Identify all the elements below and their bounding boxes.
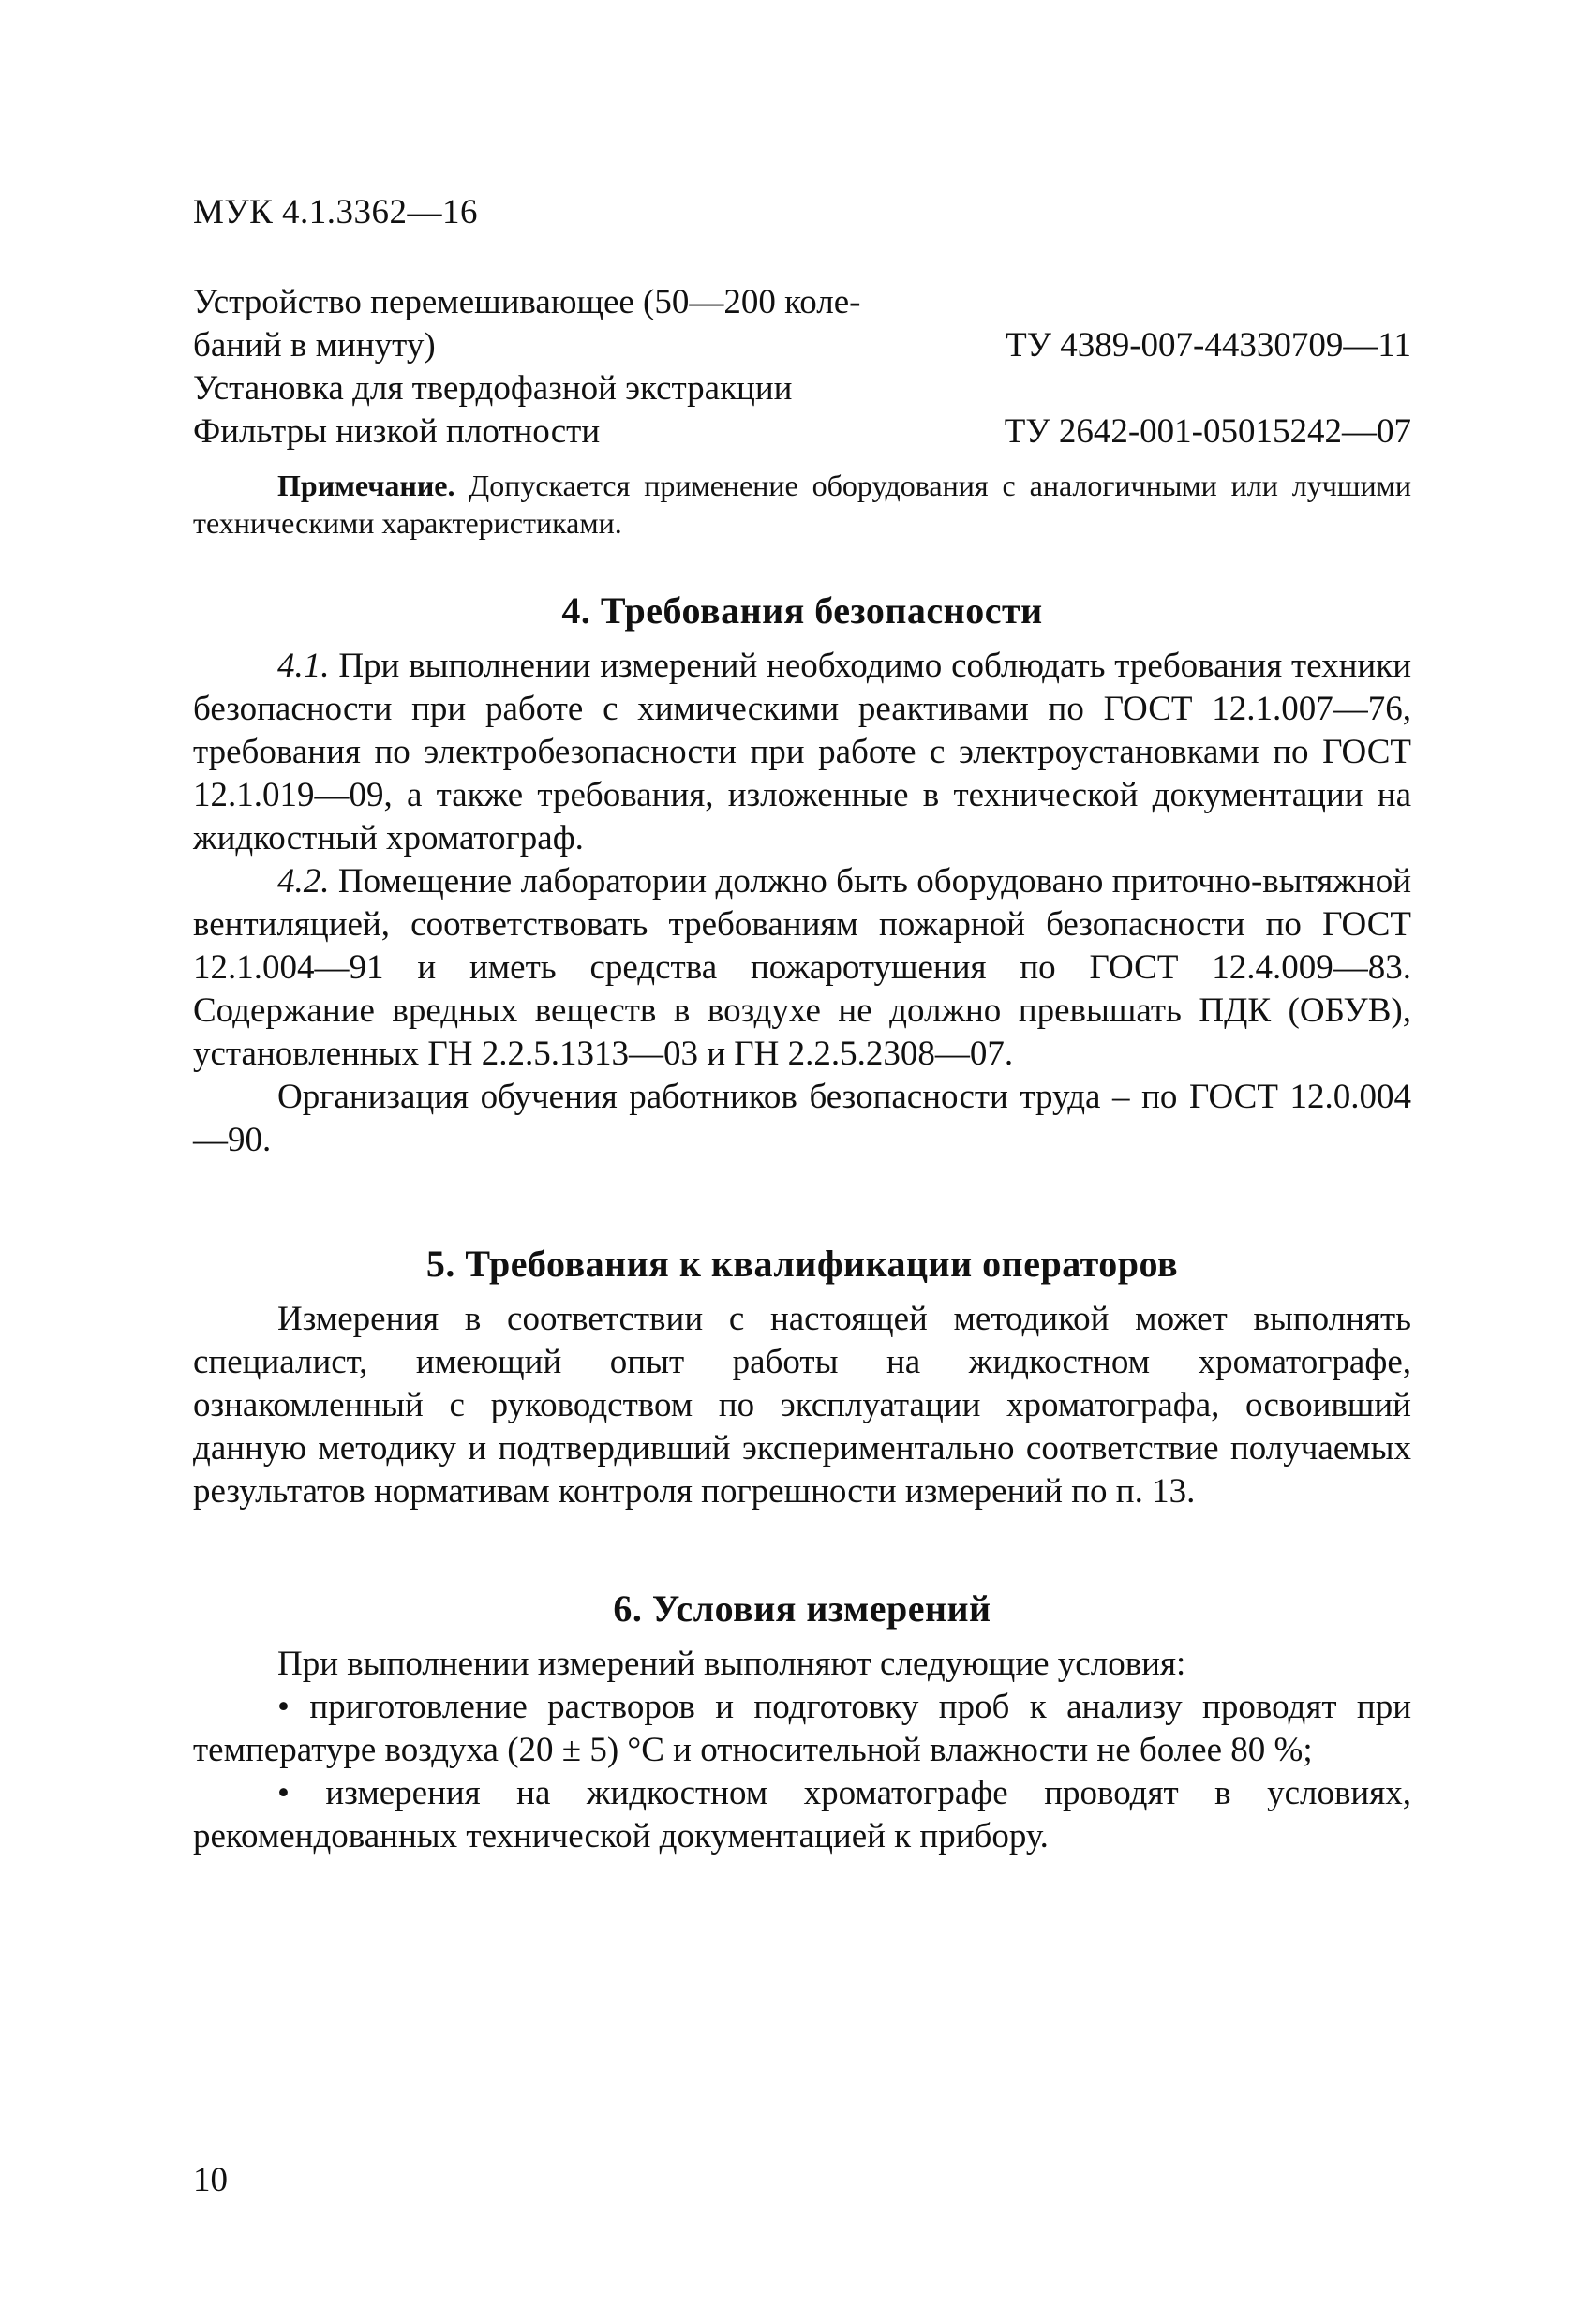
section-6-body xyxy=(193,1643,1411,1858)
note xyxy=(193,467,1411,542)
note-text: Допускается применение оборудования с аналогичными или лучшими техническими характеристиками. xyxy=(193,469,1411,540)
equipment-spec: ТУ 4389-007-44330709—11 xyxy=(1006,326,1411,365)
page-number: 10 xyxy=(193,2161,228,2199)
document-code: МУК 4.1.3362—16 xyxy=(193,193,479,231)
equipment-row xyxy=(193,324,1411,367)
equipment-name: Фильтры низкой плотности xyxy=(193,412,601,451)
paragraph xyxy=(193,860,1411,1076)
equipment-name: Установка для твердофазной экстракции xyxy=(193,369,793,408)
section-5-title: 5. Требования к квалификации операторов xyxy=(425,1243,1179,1285)
list-item: • измерения на жидкостном хроматографе проводят в условиях, рекомендованных технической документацией к прибору. xyxy=(193,1774,1411,1855)
document-page xyxy=(193,0,1411,2324)
section-5-body xyxy=(193,1298,1411,1513)
equipment-row xyxy=(193,367,1411,410)
equipment-row xyxy=(193,410,1411,454)
equipment-spec: ТУ 2642-001-05015242—07 xyxy=(1004,412,1411,451)
section-4-title: 4. Требования безопасности xyxy=(561,589,1043,632)
paragraph-text: Помещение лаборатории должно быть оборудовано приточно-вытяжной вентиляцией, соответствовать требованиям пожарной безопасности по ГОСТ 12.1.004—91 и иметь средства пожаротушения по ГОСТ 12.4.009—83. Содержание вредных веществ в воздухе не должно превышать ПДК (ОБУВ), установленных ГН 2.2.5.1313—03 и ГН 2.2.5.2308—07. xyxy=(193,862,1411,1073)
paragraph xyxy=(193,645,1411,860)
list-item: • приготовление растворов и подготовку проб к анализу проводят при температуре воздуха (20 ± 5) °С и относительной влажности не более 80 %; xyxy=(193,1688,1411,1769)
paragraph-number: 4.2. xyxy=(277,862,330,901)
equipment-list xyxy=(193,281,1411,454)
paragraph-number: 4.1. xyxy=(277,647,330,685)
section-4-body xyxy=(193,645,1411,1162)
paragraph-text: При выполнении измерений необходимо соблюдать требования техники безопасности при работе с химическими реактивами по ГОСТ 12.1.007—76, требования по электробезопасности при работе с электроустановками по ГОСТ 12.1.019—09, а также требования, изложенные в технической документации на жидкостный хроматограф. xyxy=(193,647,1411,857)
paragraph: Организация обучения работников безопасности труда – по ГОСТ 12.0.004—90. xyxy=(193,1078,1411,1159)
equipment-name: Устройство перемешивающее (50—200 коле- xyxy=(193,283,861,321)
section-6-title: 6. Условия измерений xyxy=(613,1587,991,1630)
equipment-row xyxy=(193,281,1411,324)
paragraph: Измерения в соответствии с настоящей методикой может выполнять специалист, имеющий опыт работы на жидкостном хроматографе, ознакомленный с руководством по эксплуатации хроматографа, освоивший данную методику и подтвердивший экспериментально соответствие получаемых результатов нормативам контроля погрешности измерений по п. 13. xyxy=(193,1300,1411,1511)
paragraph: При выполнении измерений выполняют следующие условия: xyxy=(277,1645,1186,1683)
note-label: Примечание. xyxy=(277,469,455,502)
equipment-name: баний в минуту) xyxy=(193,326,436,365)
